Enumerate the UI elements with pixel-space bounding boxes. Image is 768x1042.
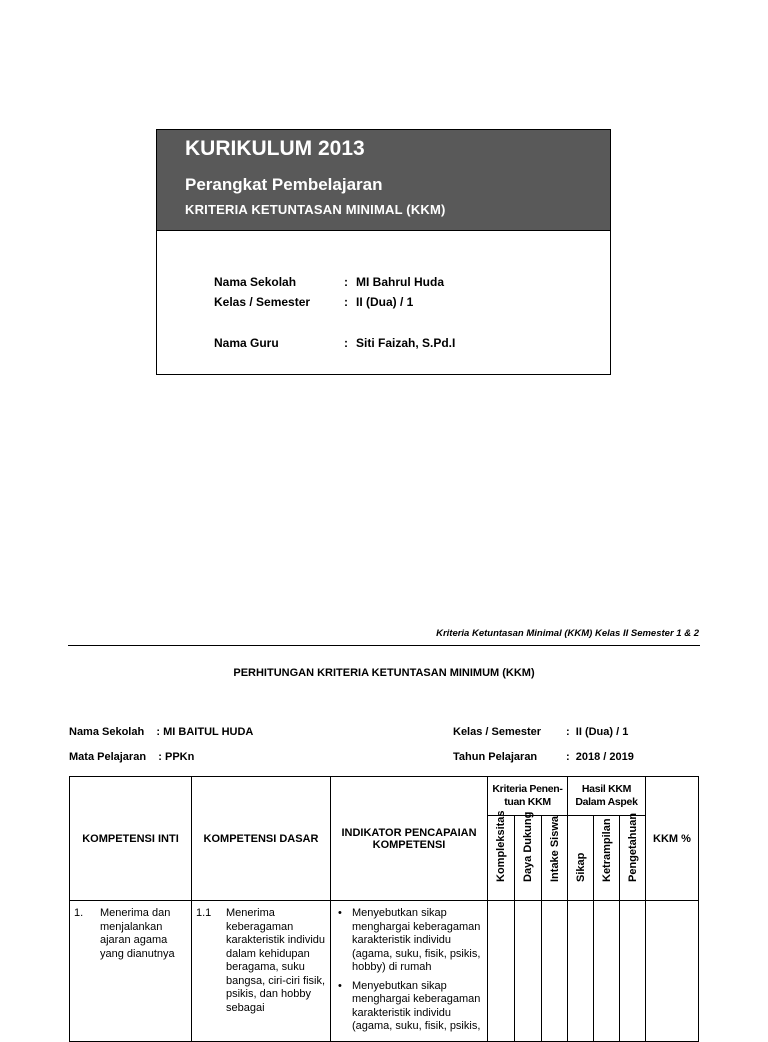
kd-text: Menerima keberagaman karakteristik individu dalam kehidupan beragama, suku bangsa, ciri-ciri fisik, psikis, dan hobby sebagai: [226, 907, 326, 1014]
cover-subtitle-kkm: KRITERIA KETUNTASAN MINIMAL (KKM): [185, 202, 446, 217]
header-intake-siswa: [542, 816, 568, 901]
header-ketrampilan-label: Ketrampilan: [600, 818, 613, 882]
cover-row-label: Nama Sekolah: [214, 275, 297, 289]
cell-kkm-percent: [646, 901, 699, 1042]
header-kompetensi-inti: KOMPETENSI INTI: [70, 777, 192, 901]
cover-subtitle: Perangkat Pembelajaran: [185, 175, 383, 194]
table-row: [70, 901, 699, 1042]
header-kriteria-penentuan: Kriteria Penen-tuan KKM: [488, 777, 568, 816]
indikator-item: • Menyebutkan sikap menghargai keberagaman karakteristik individu (agama, suku, fisik, psikis,: [352, 980, 485, 1034]
document-title: PERHITUNGAN KRITERIA KETUNTASAN MINIMUM (KKM): [233, 667, 535, 679]
ki-text: Menerima dan menjalankan ajaran agama yang dianutnya: [100, 907, 175, 960]
header-sikap-label: Sikap: [574, 852, 587, 882]
cover-row-colon: :: [344, 336, 348, 350]
header-pengetahuan-label: Pengetahuan: [626, 812, 639, 882]
header-kompleksitas: [488, 810, 515, 901]
cover-row-value: MI Bahrul Huda: [356, 275, 445, 289]
cell-daya-dukung: [515, 901, 542, 1042]
cover-row-label: Kelas / Semester: [214, 295, 311, 309]
cell-sikap: [568, 901, 594, 1042]
header-hasil-kkm: Hasil KKM Dalam Aspek: [568, 777, 646, 816]
header-rule: [68, 645, 700, 646]
kd-number: 1.1: [196, 907, 212, 919]
ki-number: 1.: [74, 907, 84, 919]
cell-kompleksitas: [488, 901, 515, 1042]
cell-intake-siswa: [542, 901, 568, 1042]
cover-row-colon: :: [344, 295, 348, 309]
meta-kelas-semester-label: Kelas / Semester: [453, 726, 542, 738]
meta-nama-sekolah: Nama Sekolah : MI BAITUL HUDA: [69, 726, 254, 738]
meta-mata-pelajaran: Mata Pelajaran : PPKn: [69, 751, 195, 763]
header-kkm-percent: KKM %: [646, 777, 699, 901]
meta-tahun-label: Tahun Pelajaran: [453, 751, 538, 763]
header-daya-dukung: [515, 811, 542, 901]
cover-header: [157, 130, 610, 231]
cover-row-label: Nama Guru: [214, 336, 279, 350]
header-indikator: INDIKATOR PENCAPAIAN KOMPETENSI: [331, 777, 488, 901]
indikator-item: • Menyebutkan sikap menghargai keberagaman karakteristik individu (agama, suku, fisik, psikis, hobby) di rumah: [352, 907, 485, 975]
cell-indikator: [331, 901, 488, 1042]
header-sikap: [568, 816, 594, 901]
cell-pengetahuan: [620, 901, 646, 1042]
cover-row-value: II (Dua) / 1: [356, 295, 414, 309]
kkm-table: [69, 776, 699, 1042]
header-kompetensi-dasar: KOMPETENSI DASAR: [192, 777, 331, 901]
header-kompleksitas-label: Kompleksitas: [495, 810, 507, 882]
meta-tahun-value: : 2018 / 2019: [566, 751, 634, 763]
header-daya-dukung-label: Daya Dukung: [522, 811, 534, 882]
running-head: Kriteria Ketuntasan Minimal (KKM) Kelas II Semester 1 & 2: [436, 628, 699, 639]
cell-kompetensi-dasar: [192, 901, 331, 1042]
cell-ketrampilan: [594, 901, 620, 1042]
cover-box: [156, 129, 611, 375]
header-pengetahuan: [620, 812, 646, 901]
meta-kelas-semester-value: : II (Dua) / 1: [566, 726, 629, 738]
cell-kompetensi-inti: [70, 901, 192, 1042]
header-intake-siswa-label: Intake Siswa: [548, 815, 561, 882]
cover-title: KURIKULUM 2013: [185, 137, 365, 160]
cover-row-value: Siti Faizah, S.Pd.I: [356, 336, 456, 350]
cover-row-colon: :: [344, 275, 348, 289]
header-ketrampilan: [594, 816, 620, 901]
